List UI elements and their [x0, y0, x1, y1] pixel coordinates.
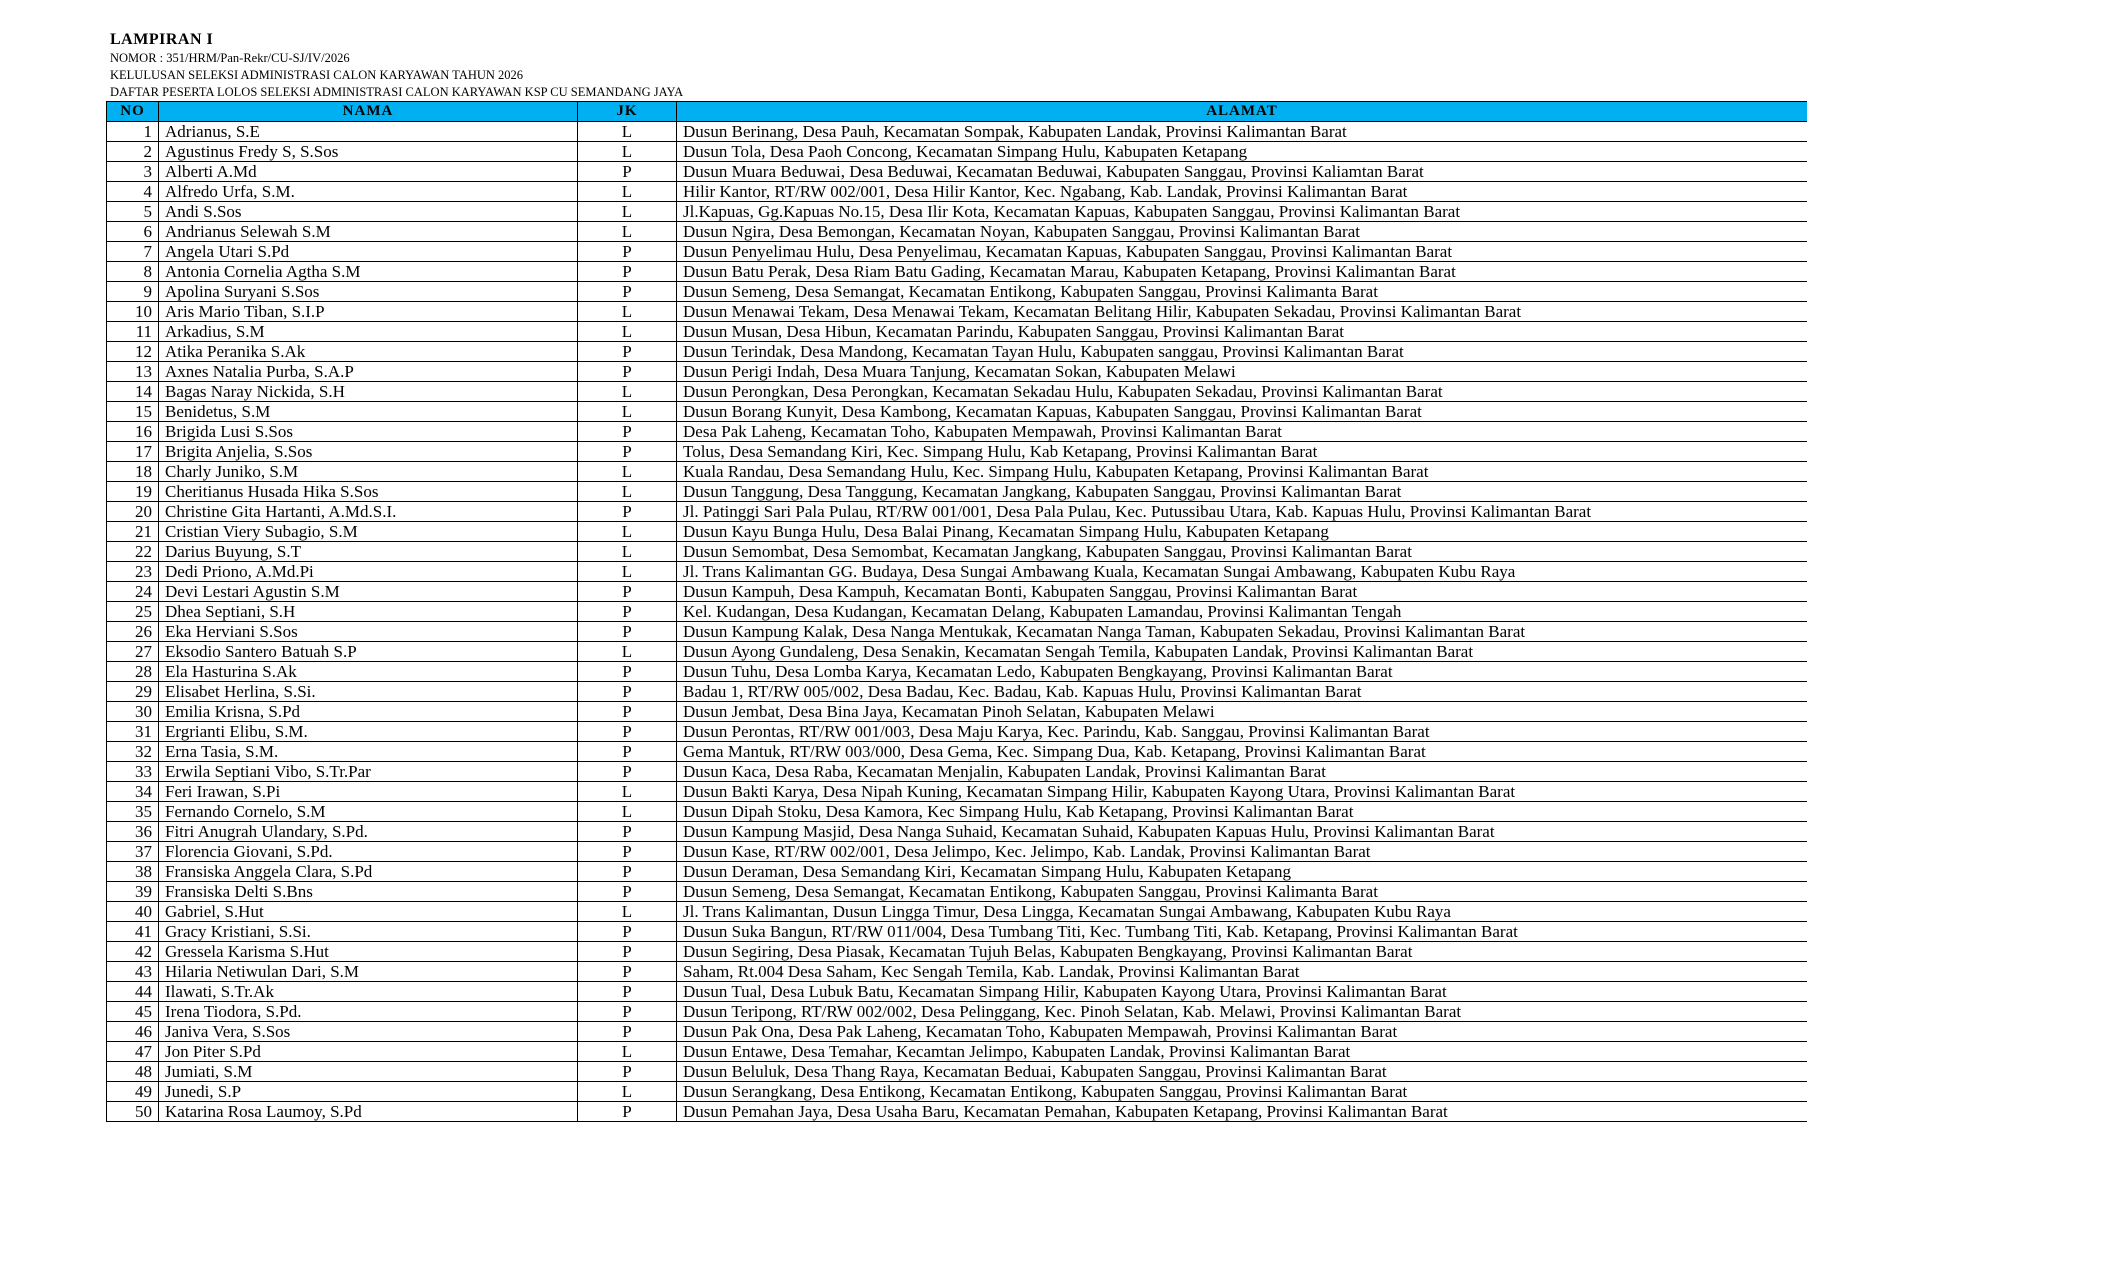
- cell-jk: L: [578, 802, 677, 822]
- cell-nama: Gressela Karisma S.Hut: [159, 942, 578, 962]
- table-row: [107, 422, 1808, 442]
- table-row: [107, 1102, 1808, 1122]
- cell-nama: Ela Hasturina S.Ak: [159, 662, 578, 682]
- cell-jk: P: [578, 862, 677, 882]
- cell-alamat: Dusun Kase, RT/RW 002/001, Desa Jelimpo, Kec. Jelimpo, Kab. Landak, Provinsi Kalimantan Barat: [677, 842, 1808, 862]
- cell-no: 15: [107, 402, 159, 422]
- cell-alamat: Dusun Ngira, Desa Bemongan, Kecamatan Noyan, Kabupaten Sanggau, Provinsi Kalimantan Barat: [677, 222, 1808, 242]
- lampiran-title: LAMPIRAN I: [110, 31, 214, 48]
- header-alamat: ALAMAT: [677, 102, 1808, 122]
- cell-nama: Andrianus Selewah S.M: [159, 222, 578, 242]
- table-row: [107, 922, 1808, 942]
- table-row: [107, 1022, 1808, 1042]
- cell-jk: P: [578, 442, 677, 462]
- cell-nama: Angela Utari S.Pd: [159, 242, 578, 262]
- cell-nama: Alfredo Urfa, S.M.: [159, 182, 578, 202]
- cell-alamat: Jl. Patinggi Sari Pala Pulau, RT/RW 001/001, Desa Pala Pulau, Kec. Putussibau Utara, Kab. Kapuas Hulu, Provinsi Kalimantan Barat: [677, 502, 1808, 522]
- cell-jk: L: [578, 482, 677, 502]
- cell-nama: Brigida Lusi S.Sos: [159, 422, 578, 442]
- cell-nama: Janiva Vera, S.Sos: [159, 1022, 578, 1042]
- cell-no: 17: [107, 442, 159, 462]
- cell-alamat: Saham, Rt.004 Desa Saham, Kec Sengah Temila, Kab. Landak, Provinsi Kalimantan Barat: [677, 962, 1808, 982]
- table-row: [107, 342, 1808, 362]
- cell-no: 35: [107, 802, 159, 822]
- cell-alamat: Desa Pak Laheng, Kecamatan Toho, Kabupaten Mempawah, Provinsi Kalimantan Barat: [677, 422, 1808, 442]
- cell-jk: L: [578, 522, 677, 542]
- table-row: [107, 702, 1808, 722]
- cell-nama: Eka Herviani S.Sos: [159, 622, 578, 642]
- cell-nama: Feri Irawan, S.Pi: [159, 782, 578, 802]
- cell-no: 29: [107, 682, 159, 702]
- cell-alamat: Dusun Entawe, Desa Temahar, Kecamtan Jelimpo, Kabupaten Landak, Provinsi Kalimantan Barat: [677, 1042, 1808, 1062]
- cell-no: 32: [107, 742, 159, 762]
- cell-no: 16: [107, 422, 159, 442]
- table-row: [107, 202, 1808, 222]
- table-row: [107, 222, 1808, 242]
- table-row: [107, 862, 1808, 882]
- cell-alamat: Dusun Perongkan, Desa Perongkan, Kecamatan Sekadau Hulu, Kabupaten Sekadau, Provinsi Kalimantan Barat: [677, 382, 1808, 402]
- cell-no: 46: [107, 1022, 159, 1042]
- cell-nama: Erna Tasia, S.M.: [159, 742, 578, 762]
- cell-alamat: Dusun Segiring, Desa Piasak, Kecamatan Tujuh Belas, Kabupaten Bengkayang, Provinsi Kalimantan Barat: [677, 942, 1808, 962]
- table-row: [107, 662, 1808, 682]
- cell-jk: L: [578, 122, 677, 142]
- table-row: [107, 602, 1808, 622]
- table-row: [107, 782, 1808, 802]
- table-row: [107, 1042, 1808, 1062]
- cell-nama: Elisabet Herlina, S.Si.: [159, 682, 578, 702]
- cell-jk: L: [578, 302, 677, 322]
- cell-alamat: Dusun Pemahan Jaya, Desa Usaha Baru, Kecamatan Pemahan, Kabupaten Ketapang, Provinsi Kalimantan Barat: [677, 1102, 1808, 1122]
- cell-alamat: Jl. Trans Kalimantan, Dusun Lingga Timur, Desa Lingga, Kecamatan Sungai Ambawang, Kabupaten Kubu Raya: [677, 902, 1808, 922]
- cell-nama: Emilia Krisna, S.Pd: [159, 702, 578, 722]
- table-row: [107, 742, 1808, 762]
- cell-alamat: Jl. Trans Kalimantan GG. Budaya, Desa Sungai Ambawang Kuala, Kecamatan Sungai Ambawang, Kabupaten Kubu Raya: [677, 562, 1808, 582]
- cell-nama: Agustinus Fredy S, S.Sos: [159, 142, 578, 162]
- table-row: [107, 962, 1808, 982]
- cell-jk: L: [578, 382, 677, 402]
- cell-no: 2: [107, 142, 159, 162]
- cell-no: 1: [107, 122, 159, 142]
- cell-alamat: Dusun Kaca, Desa Raba, Kecamatan Menjalin, Kabupaten Landak, Provinsi Kalimantan Barat: [677, 762, 1808, 782]
- table-row: [107, 982, 1808, 1002]
- cell-nama: Florencia Giovani, S.Pd.: [159, 842, 578, 862]
- cell-jk: P: [578, 662, 677, 682]
- table-row: [107, 562, 1808, 582]
- cell-alamat: Dusun Ayong Gundaleng, Desa Senakin, Kecamatan Sengah Temila, Kabupaten Landak, Provinsi Kalimantan Barat: [677, 642, 1808, 662]
- cell-no: 20: [107, 502, 159, 522]
- cell-jk: L: [578, 402, 677, 422]
- cell-no: 31: [107, 722, 159, 742]
- table-row: [107, 822, 1808, 842]
- cell-jk: L: [578, 542, 677, 562]
- cell-no: 27: [107, 642, 159, 662]
- cell-nama: Charly Juniko, S.M: [159, 462, 578, 482]
- cell-no: 21: [107, 522, 159, 542]
- table-row: [107, 182, 1808, 202]
- table-row: [107, 522, 1808, 542]
- cell-no: 37: [107, 842, 159, 862]
- cell-jk: P: [578, 842, 677, 862]
- cell-jk: L: [578, 562, 677, 582]
- participants-table-wrap: [106, 101, 1807, 1122]
- table-row: [107, 322, 1808, 342]
- cell-jk: P: [578, 942, 677, 962]
- cell-alamat: Dusun Semeng, Desa Semangat, Kecamatan Entikong, Kabupaten Sanggau, Provinsi Kalimanta Barat: [677, 882, 1808, 902]
- cell-jk: L: [578, 902, 677, 922]
- table-row: [107, 802, 1808, 822]
- cell-nama: Darius Buyung, S.T: [159, 542, 578, 562]
- cell-nama: Brigita Anjelia, S.Sos: [159, 442, 578, 462]
- cell-alamat: Dusun Kampung Masjid, Desa Nanga Suhaid, Kecamatan Suhaid, Kabupaten Kapuas Hulu, Provinsi Kalimantan Barat: [677, 822, 1808, 842]
- cell-alamat: Dusun Batu Perak, Desa Riam Batu Gading, Kecamatan Marau, Kabupaten Ketapang, Provinsi Kalimantan Barat: [677, 262, 1808, 282]
- cell-jk: P: [578, 582, 677, 602]
- cell-jk: L: [578, 222, 677, 242]
- table-row: [107, 622, 1808, 642]
- table-row: [107, 362, 1808, 382]
- cell-nama: Jumiati, S.M: [159, 1062, 578, 1082]
- table-row: [107, 1062, 1808, 1082]
- cell-no: 14: [107, 382, 159, 402]
- header-jk: JK: [578, 102, 677, 122]
- cell-no: 26: [107, 622, 159, 642]
- cell-alamat: Dusun Serangkang, Desa Entikong, Kecamatan Entikong, Kabupaten Sanggau, Provinsi Kalimantan Barat: [677, 1082, 1808, 1102]
- cell-nama: Fransiska Delti S.Bns: [159, 882, 578, 902]
- cell-nama: Eksodio Santero Batuah S.P: [159, 642, 578, 662]
- cell-nama: Arkadius, S.M: [159, 322, 578, 342]
- table-row: [107, 302, 1808, 322]
- cell-no: 24: [107, 582, 159, 602]
- cell-nama: Antonia Cornelia Agtha S.M: [159, 262, 578, 282]
- table-row: [107, 142, 1808, 162]
- table-row: [107, 842, 1808, 862]
- table-row: [107, 482, 1808, 502]
- cell-alamat: Dusun Musan, Desa Hibun, Kecamatan Parindu, Kabupaten Sanggau, Provinsi Kalimantan Barat: [677, 322, 1808, 342]
- cell-no: 30: [107, 702, 159, 722]
- cell-no: 50: [107, 1102, 159, 1122]
- header-no: NO: [107, 102, 159, 122]
- nomor-line: NOMOR : 351/HRM/Pan-Rekr/CU-SJ/IV/2026: [110, 51, 350, 65]
- cell-alamat: Dusun Terindak, Desa Mandong, Kecamatan Tayan Hulu, Kabupaten sanggau, Provinsi Kalimantan Barat: [677, 342, 1808, 362]
- daftar-line: DAFTAR PESERTA LOLOS SELEKSI ADMINISTRASI CALON KARYAWAN KSP CU SEMANDANG JAYA: [110, 85, 684, 99]
- table-row: [107, 462, 1808, 482]
- cell-no: 11: [107, 322, 159, 342]
- table-row: [107, 1002, 1808, 1022]
- cell-jk: L: [578, 782, 677, 802]
- cell-jk: P: [578, 982, 677, 1002]
- cell-jk: P: [578, 722, 677, 742]
- table-row: [107, 242, 1808, 262]
- cell-alamat: Dusun Menawai Tekam, Desa Menawai Tekam, Kecamatan Belitang Hilir, Kabupaten Sekadau, Provinsi Kalimantan Barat: [677, 302, 1808, 322]
- cell-alamat: Dusun Teripong, RT/RW 002/002, Desa Pelinggang, Kec. Pinoh Selatan, Kab. Melawi, Provinsi Kalimantan Barat: [677, 1002, 1808, 1022]
- cell-nama: Alberti A.Md: [159, 162, 578, 182]
- cell-no: 39: [107, 882, 159, 902]
- cell-jk: L: [578, 142, 677, 162]
- cell-jk: P: [578, 702, 677, 722]
- cell-nama: Bagas Naray Nickida, S.H: [159, 382, 578, 402]
- cell-no: 25: [107, 602, 159, 622]
- table-row: [107, 582, 1808, 602]
- cell-jk: P: [578, 502, 677, 522]
- table-row: [107, 122, 1808, 142]
- cell-nama: Irena Tiodora, S.Pd.: [159, 1002, 578, 1022]
- table-row: [107, 642, 1808, 662]
- cell-nama: Christine Gita Hartanti, A.Md.S.I.: [159, 502, 578, 522]
- cell-nama: Gabriel, S.Hut: [159, 902, 578, 922]
- cell-nama: Hilaria Netiwulan Dari, S.M: [159, 962, 578, 982]
- cell-jk: P: [578, 682, 677, 702]
- cell-alamat: Dusun Kayu Bunga Hulu, Desa Balai Pinang, Kecamatan Simpang Hulu, Kabupaten Ketapang: [677, 522, 1808, 542]
- cell-nama: Atika Peranika S.Ak: [159, 342, 578, 362]
- cell-nama: Cheritianus Husada Hika S.Sos: [159, 482, 578, 502]
- cell-alamat: Hilir Kantor, RT/RW 002/001, Desa Hilir Kantor, Kec. Ngabang, Kab. Landak, Provinsi Kalimantan Barat: [677, 182, 1808, 202]
- cell-alamat: Badau 1, RT/RW 005/002, Desa Badau, Kec. Badau, Kab. Kapuas Hulu, Provinsi Kalimantan Barat: [677, 682, 1808, 702]
- cell-jk: P: [578, 762, 677, 782]
- cell-nama: Fernando Cornelo, S.M: [159, 802, 578, 822]
- cell-no: 3: [107, 162, 159, 182]
- cell-nama: Katarina Rosa Laumoy, S.Pd: [159, 1102, 578, 1122]
- cell-alamat: Dusun Bakti Karya, Desa Nipah Kuning, Kecamatan Simpang Hilir, Kabupaten Kayong Utara, Provinsi Kalimantan Barat: [677, 782, 1808, 802]
- cell-jk: P: [578, 822, 677, 842]
- table-row: [107, 902, 1808, 922]
- cell-jk: L: [578, 462, 677, 482]
- cell-nama: Aris Mario Tiban, S.I.P: [159, 302, 578, 322]
- table-row: [107, 722, 1808, 742]
- cell-no: 34: [107, 782, 159, 802]
- cell-nama: Dhea Septiani, S.H: [159, 602, 578, 622]
- cell-nama: Axnes Natalia Purba, S.A.P: [159, 362, 578, 382]
- cell-alamat: Dusun Muara Beduwai, Desa Beduwai, Kecamatan Beduwai, Kabupaten Sanggau, Provinsi Kaliamtan Barat: [677, 162, 1808, 182]
- cell-nama: Andi S.Sos: [159, 202, 578, 222]
- cell-alamat: Dusun Dipah Stoku, Desa Kamora, Kec Simpang Hulu, Kab Ketapang, Provinsi Kalimantan Barat: [677, 802, 1808, 822]
- table-row: [107, 162, 1808, 182]
- cell-no: 4: [107, 182, 159, 202]
- cell-jk: P: [578, 282, 677, 302]
- header-nama: NAMA: [159, 102, 578, 122]
- cell-jk: L: [578, 1042, 677, 1062]
- table-row: [107, 402, 1808, 422]
- participants-table: [106, 101, 1807, 1122]
- cell-alamat: Jl.Kapuas, Gg.Kapuas No.15, Desa Ilir Kota, Kecamatan Kapuas, Kabupaten Sanggau, Provinsi Kalimantan Barat: [677, 202, 1808, 222]
- cell-jk: P: [578, 1102, 677, 1122]
- cell-nama: Jon Piter S.Pd: [159, 1042, 578, 1062]
- cell-no: 5: [107, 202, 159, 222]
- cell-nama: Cristian Viery Subagio, S.M: [159, 522, 578, 542]
- cell-nama: Fransiska Anggela Clara, S.Pd: [159, 862, 578, 882]
- table-row: [107, 762, 1808, 782]
- cell-jk: L: [578, 202, 677, 222]
- cell-jk: P: [578, 1002, 677, 1022]
- cell-nama: Ergrianti Elibu, S.M.: [159, 722, 578, 742]
- cell-no: 33: [107, 762, 159, 782]
- cell-no: 36: [107, 822, 159, 842]
- table-row: [107, 382, 1808, 402]
- table-row: [107, 942, 1808, 962]
- cell-no: 48: [107, 1062, 159, 1082]
- cell-no: 10: [107, 302, 159, 322]
- cell-alamat: Dusun Tuhu, Desa Lomba Karya, Kecamatan Ledo, Kabupaten Bengkayang, Provinsi Kalimantan Barat: [677, 662, 1808, 682]
- cell-nama: Devi Lestari Agustin S.M: [159, 582, 578, 602]
- cell-jk: P: [578, 962, 677, 982]
- cell-alamat: Dusun Tola, Desa Paoh Concong, Kecamatan Simpang Hulu, Kabupaten Ketapang: [677, 142, 1808, 162]
- cell-alamat: Dusun Perontas, RT/RW 001/003, Desa Maju Karya, Kec. Parindu, Kab. Sanggau, Provinsi Kalimantan Barat: [677, 722, 1808, 742]
- cell-alamat: Dusun Pak Ona, Desa Pak Laheng, Kecamatan Toho, Kabupaten Mempawah, Provinsi Kalimantan Barat: [677, 1022, 1808, 1042]
- cell-jk: L: [578, 322, 677, 342]
- cell-jk: L: [578, 642, 677, 662]
- cell-jk: P: [578, 602, 677, 622]
- cell-no: 40: [107, 902, 159, 922]
- cell-alamat: Dusun Berinang, Desa Pauh, Kecamatan Sompak, Kabupaten Landak, Provinsi Kalimantan Barat: [677, 122, 1808, 142]
- cell-nama: Ilawati, S.Tr.Ak: [159, 982, 578, 1002]
- cell-no: 7: [107, 242, 159, 262]
- cell-nama: Erwila Septiani Vibo, S.Tr.Par: [159, 762, 578, 782]
- table-row: [107, 542, 1808, 562]
- cell-alamat: Kel. Kudangan, Desa Kudangan, Kecamatan Delang, Kabupaten Lamandau, Provinsi Kalimantan Tengah: [677, 602, 1808, 622]
- cell-jk: L: [578, 1082, 677, 1102]
- cell-no: 19: [107, 482, 159, 502]
- cell-alamat: Dusun Tual, Desa Lubuk Batu, Kecamatan Simpang Hilir, Kabupaten Kayong Utara, Provinsi Kalimantan Barat: [677, 982, 1808, 1002]
- cell-no: 13: [107, 362, 159, 382]
- table-row: [107, 262, 1808, 282]
- cell-alamat: Dusun Semombat, Desa Semombat, Kecamatan Jangkang, Kabupaten Sanggau, Provinsi Kalimantan Barat: [677, 542, 1808, 562]
- cell-alamat: Dusun Tanggung, Desa Tanggung, Kecamatan Jangkang, Kabupaten Sanggau, Provinsi Kalimantan Barat: [677, 482, 1808, 502]
- cell-jk: P: [578, 622, 677, 642]
- cell-jk: P: [578, 162, 677, 182]
- table-row: [107, 1082, 1808, 1102]
- cell-no: 49: [107, 1082, 159, 1102]
- cell-jk: P: [578, 1022, 677, 1042]
- cell-no: 42: [107, 942, 159, 962]
- cell-alamat: Dusun Suka Bangun, RT/RW 011/004, Desa Tumbang Titi, Kec. Tumbang Titi, Kab. Ketapang, Provinsi Kalimantan Barat: [677, 922, 1808, 942]
- cell-alamat: Gema Mantuk, RT/RW 003/000, Desa Gema, Kec. Simpang Dua, Kab. Ketapang, Provinsi Kalimantan Barat: [677, 742, 1808, 762]
- cell-no: 47: [107, 1042, 159, 1062]
- kelulusan-line: KELULUSAN SELEKSI ADMINISTRASI CALON KARYAWAN TAHUN 2026: [110, 68, 524, 82]
- cell-nama: Adrianus, S.E: [159, 122, 578, 142]
- cell-nama: Dedi Priono, A.Md.Pi: [159, 562, 578, 582]
- cell-alamat: Dusun Kampuh, Desa Kampuh, Kecamatan Bonti, Kabupaten Sanggau, Provinsi Kalimantan Barat: [677, 582, 1808, 602]
- cell-jk: P: [578, 422, 677, 442]
- cell-jk: P: [578, 742, 677, 762]
- cell-no: 9: [107, 282, 159, 302]
- cell-no: 23: [107, 562, 159, 582]
- cell-nama: Junedi, S.P: [159, 1082, 578, 1102]
- table-row: [107, 502, 1808, 522]
- cell-alamat: Kuala Randau, Desa Semandang Hulu, Kec. Simpang Hulu, Kabupaten Ketapang, Provinsi Kalimantan Barat: [677, 462, 1808, 482]
- cell-alamat: Dusun Deraman, Desa Semandang Kiri, Kecamatan Simpang Hulu, Kabupaten Ketapang: [677, 862, 1808, 882]
- cell-no: 22: [107, 542, 159, 562]
- cell-nama: Gracy Kristiani, S.Si.: [159, 922, 578, 942]
- cell-jk: P: [578, 342, 677, 362]
- table-header-row: [107, 102, 1808, 122]
- cell-no: 45: [107, 1002, 159, 1022]
- cell-no: 41: [107, 922, 159, 942]
- cell-jk: P: [578, 882, 677, 902]
- cell-jk: P: [578, 1062, 677, 1082]
- document-header: [110, 30, 1810, 101]
- cell-alamat: Tolus, Desa Semandang Kiri, Kec. Simpang Hulu, Kab Ketapang, Provinsi Kalimantan Barat: [677, 442, 1808, 462]
- cell-no: 43: [107, 962, 159, 982]
- cell-jk: L: [578, 182, 677, 202]
- cell-nama: Benidetus, S.M: [159, 402, 578, 422]
- cell-nama: Apolina Suryani S.Sos: [159, 282, 578, 302]
- cell-alamat: Dusun Semeng, Desa Semangat, Kecamatan Entikong, Kabupaten Sanggau, Provinsi Kalimanta Barat: [677, 282, 1808, 302]
- cell-alamat: Dusun Borang Kunyit, Desa Kambong, Kecamatan Kapuas, Kabupaten Sanggau, Provinsi Kalimantan Barat: [677, 402, 1808, 422]
- cell-jk: P: [578, 262, 677, 282]
- cell-no: 44: [107, 982, 159, 1002]
- cell-alamat: Dusun Perigi Indah, Desa Muara Tanjung, Kecamatan Sokan, Kabupaten Melawi: [677, 362, 1808, 382]
- cell-alamat: Dusun Penyelimau Hulu, Desa Penyelimau, Kecamatan Kapuas, Kabupaten Sanggau, Provinsi Kalimantan Barat: [677, 242, 1808, 262]
- cell-no: 8: [107, 262, 159, 282]
- cell-jk: P: [578, 242, 677, 262]
- table-body: [107, 122, 1808, 1122]
- cell-jk: P: [578, 922, 677, 942]
- table-row: [107, 442, 1808, 462]
- table-row: [107, 282, 1808, 302]
- cell-alamat: Dusun Beluluk, Desa Thang Raya, Kecamatan Beduai, Kabupaten Sanggau, Provinsi Kalimantan Barat: [677, 1062, 1808, 1082]
- cell-alamat: Dusun Jembat, Desa Bina Jaya, Kecamatan Pinoh Selatan, Kabupaten Melawi: [677, 702, 1808, 722]
- cell-no: 38: [107, 862, 159, 882]
- table-row: [107, 882, 1808, 902]
- cell-no: 12: [107, 342, 159, 362]
- cell-no: 18: [107, 462, 159, 482]
- table-row: [107, 682, 1808, 702]
- cell-no: 6: [107, 222, 159, 242]
- cell-alamat: Dusun Kampung Kalak, Desa Nanga Mentukak, Kecamatan Nanga Taman, Kabupaten Sekadau, Provinsi Kalimantan Barat: [677, 622, 1808, 642]
- cell-nama: Fitri Anugrah Ulandary, S.Pd.: [159, 822, 578, 842]
- cell-jk: P: [578, 362, 677, 382]
- cell-no: 28: [107, 662, 159, 682]
